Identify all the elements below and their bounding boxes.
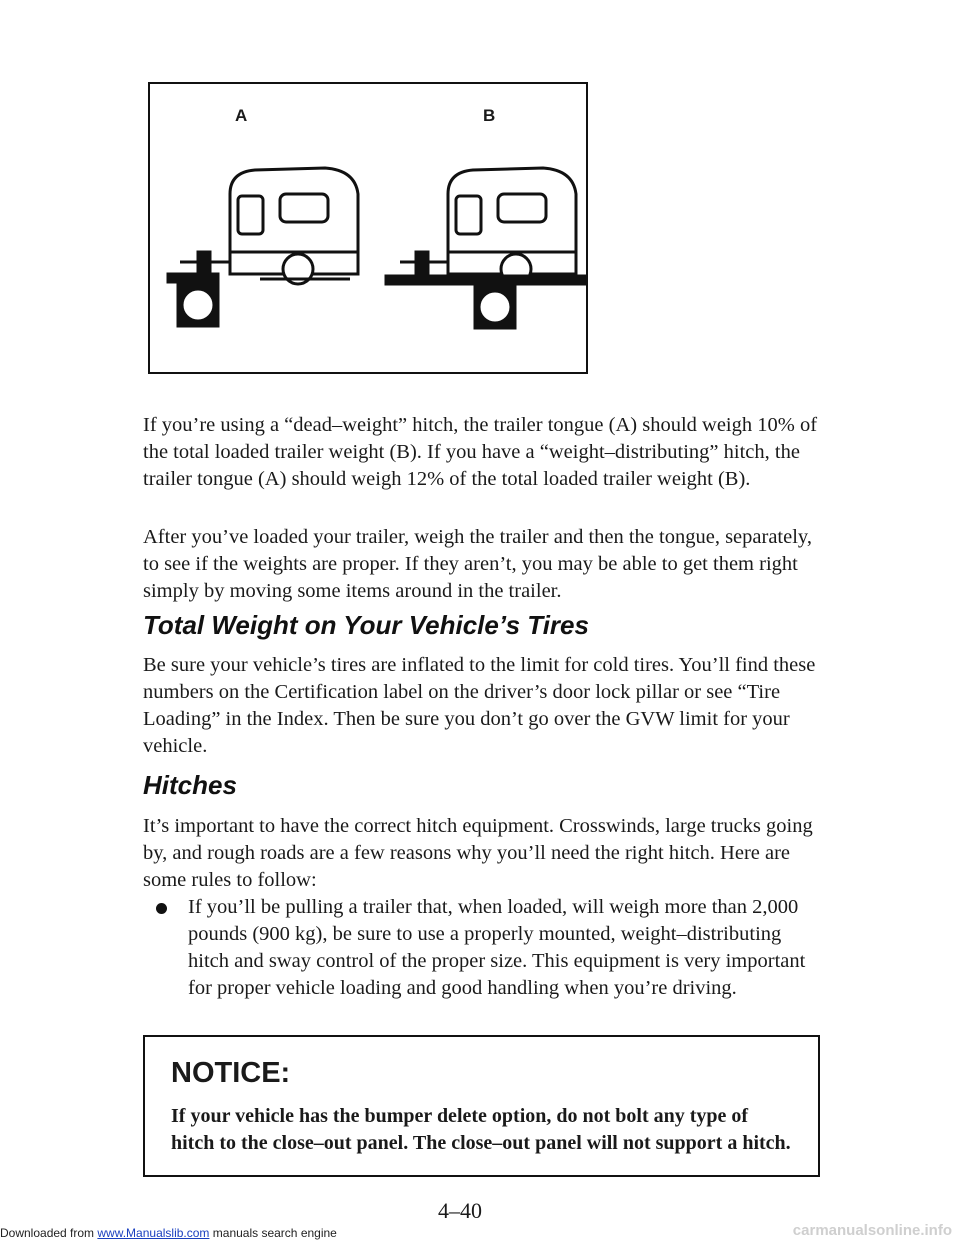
tire-weight-paragraph: [143, 652, 823, 760]
section-heading-tire-weight: Total Weight on Your Vehicle’s Tires: [143, 610, 589, 640]
page-number: 4–40: [438, 1198, 482, 1223]
trailer-a-drawing: [168, 168, 358, 326]
trailer-weighing-figure: [148, 82, 588, 374]
notice-body: If your vehicle has the bumper delete option, do not bolt any type of hitch to the close–out panel. The close–out panel will not support a hitch.: [171, 1105, 791, 1154]
trailer-illustration: [150, 84, 586, 372]
footer-prefix: Downloaded from: [0, 1226, 98, 1240]
footer-suffix: manuals search engine: [209, 1226, 337, 1240]
paragraph-text: It’s important to have the correct hitch equipment. Crosswinds, large trucks going by, and rough roads are a few reasons why you’ll need the right hitch. Here are some rules to follow:: [143, 815, 813, 891]
manualslib-link[interactable]: www.Manualslib.com: [97, 1226, 210, 1240]
weigh-trailer-paragraph: [143, 524, 823, 605]
paragraph-text: After you’ve loaded your trailer, weigh the trailer and then the tongue, separately, to see if the weights are proper. If they aren’t, you may be able to get them right simply by moving some items around in the trailer.: [143, 526, 812, 602]
paragraph-text: Be sure your vehicle’s tires are inflated to the limit for cold tires. You’ll find these numbers on the Certification label on the driver’s door lock pillar or see “Tire Loading” in the Index. Then be sure you don’t go over the GVW limit for your vehicle.: [143, 654, 816, 757]
paragraph-text: If you’re using a “dead–weight” hitch, the trailer tongue (A) should weigh 10% of the total loaded trailer weight (B). If you have a “weight–distributing” hitch, the trailer tongue (A) should weigh 12% of the total loaded trailer weight (B).: [143, 414, 818, 490]
notice-title: NOTICE:: [171, 1057, 291, 1089]
download-footer: [0, 1226, 337, 1240]
dead-weight-paragraph: [143, 412, 823, 493]
watermark-text: carmanualsonline.info: [792, 1222, 952, 1239]
figure-label-b: B: [483, 106, 496, 125]
section-heading-hitches: Hitches: [143, 770, 237, 800]
notice-box: [143, 1035, 820, 1177]
bullet-text: If you’ll be pulling a trailer that, when loaded, will weigh more than 2,000 pounds (900 kg), be sure to use a properly mounted, weight–distributing hitch and sway control of the proper size. This equipment is very important for proper vehicle loading and good handling when you’re driving.: [188, 896, 806, 999]
figure-label-a: A: [235, 106, 248, 125]
bullet-icon: [156, 903, 167, 914]
trailer-b-drawing: [386, 168, 586, 328]
hitches-paragraph: [143, 813, 823, 894]
